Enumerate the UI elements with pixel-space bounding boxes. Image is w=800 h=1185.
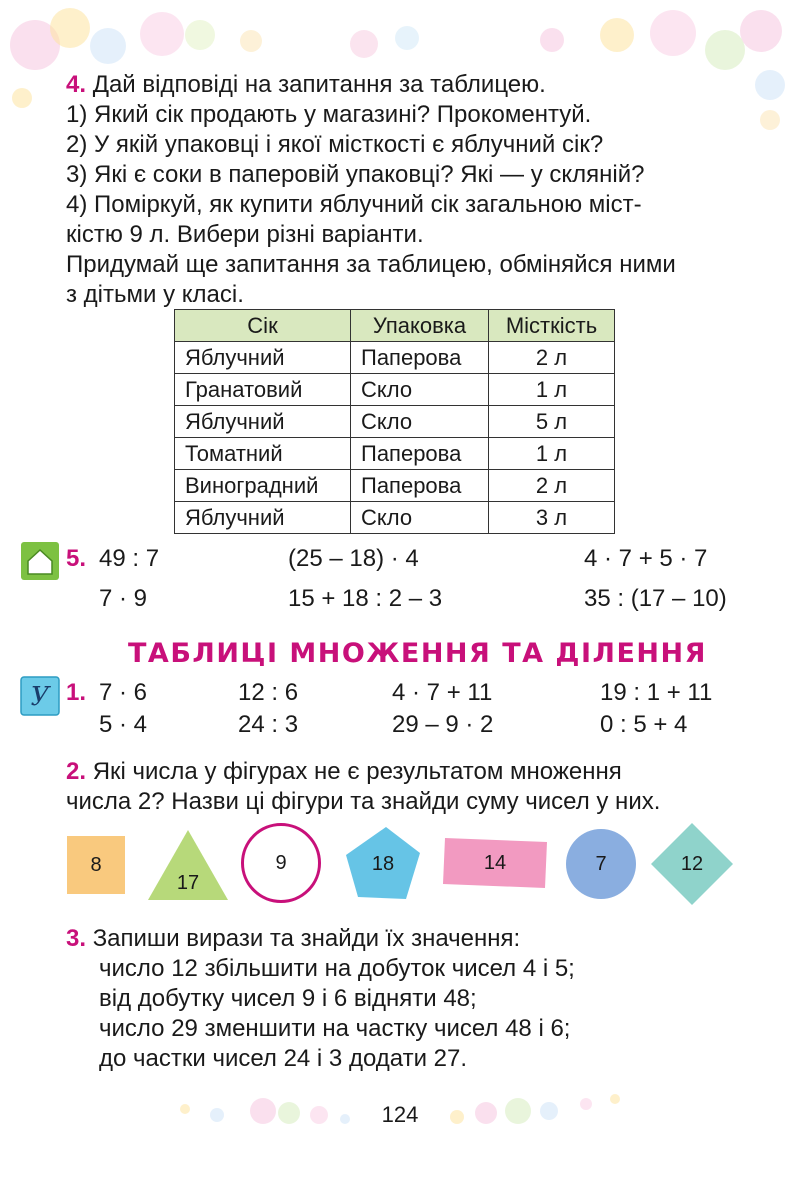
section-title: ТАБЛИЦІ МНОЖЕННЯ ТА ДІЛЕННЯ <box>128 638 707 669</box>
task4-line: 1) Який сік продають у магазині? Прокоментуй. <box>66 101 592 128</box>
table-cell: 1 л <box>489 438 615 470</box>
table-cell: Паперова <box>351 470 489 502</box>
expression: 29 – 9 · 2 <box>392 711 494 738</box>
rhombus-shape <box>651 823 733 905</box>
rectangle-shape <box>443 838 547 888</box>
expression: 4 · 7 + 5 · 7 <box>584 545 708 572</box>
expression: 0 : 5 + 4 <box>600 711 688 738</box>
shapes-row <box>0 820 800 910</box>
ex3-line: число 12 збільшити на добуток чисел 4 і 5; <box>99 955 575 982</box>
task4-line: 4) Поміркуй, як купити яблучний сік загальною міст- <box>66 191 642 218</box>
task4-line: Придумай ще запитання за таблицею, обміняйся ними <box>66 251 676 278</box>
table-cell: Скло <box>351 502 489 534</box>
table-cell: Яблучний <box>175 502 351 534</box>
circle-outline-shape <box>241 823 321 903</box>
exercise2-text <box>66 757 660 817</box>
ex2-number: 2. <box>66 758 87 785</box>
shape-value: 17 <box>176 871 200 894</box>
task4-number: 4. <box>66 71 87 98</box>
ex1-number: 1. <box>66 679 87 706</box>
circle-shape <box>566 829 636 899</box>
shape-value: 9 <box>275 851 287 874</box>
table-header-row <box>175 310 615 342</box>
pentagon-shape <box>344 825 422 903</box>
svg-text:У: У <box>30 682 50 712</box>
expression: 5 · 4 <box>99 711 148 738</box>
table-cell: 3 л <box>489 502 615 534</box>
table-cell: Паперова <box>351 438 489 470</box>
expression: 19 : 1 + 11 <box>600 679 713 706</box>
task4-line: Дай відповіді на запитання за таблицею. <box>92 71 546 98</box>
table-cell: Яблучний <box>175 342 351 374</box>
expression: 35 : (17 – 10) <box>584 585 727 612</box>
table-row <box>175 342 615 374</box>
ex3-line: Запиши вирази та знайди їх значення: <box>92 925 521 952</box>
table-cell: 1 л <box>489 374 615 406</box>
shape-value: 7 <box>595 852 607 875</box>
notebook-icon <box>20 676 60 716</box>
table-header: Місткість <box>489 310 615 342</box>
page-number: 124 <box>381 1102 419 1127</box>
task4-text <box>66 70 676 310</box>
table-cell: 5 л <box>489 406 615 438</box>
ex3-line: від добутку чисел 9 і 6 відняти 48; <box>99 985 477 1012</box>
table-row <box>175 470 615 502</box>
shape-value: 8 <box>90 853 102 876</box>
table-row <box>175 374 615 406</box>
square-shape <box>67 836 125 894</box>
expression: 24 : 3 <box>238 711 299 738</box>
expression: 15 + 18 : 2 – 3 <box>288 585 443 612</box>
house-icon <box>20 541 60 581</box>
task4-line: кістю 9 л. Вибери різні варіанти. <box>66 221 424 248</box>
ex2-line: Які числа у фігурах не є результатом множення <box>92 758 622 785</box>
triangle-shape <box>148 830 228 900</box>
table-cell: Томатний <box>175 438 351 470</box>
juice-table <box>174 309 615 534</box>
task4-line: 2) У якій упаковці і якої місткості є яблучний сік? <box>66 131 604 158</box>
shape-value: 18 <box>371 852 395 875</box>
expression: 7 · 6 <box>99 679 148 706</box>
exercise3-text <box>66 924 575 1074</box>
table-row <box>175 406 615 438</box>
task4-line: 3) Які є соки в паперовій упаковці? Які — у скляній? <box>66 161 645 188</box>
table-cell: Скло <box>351 406 489 438</box>
ex3-line: число 29 зменшити на частку чисел 48 і 6; <box>99 1015 571 1042</box>
table-cell: Паперова <box>351 342 489 374</box>
shape-value: 12 <box>680 852 704 875</box>
ex3-number: 3. <box>66 925 87 952</box>
expression: 12 : 6 <box>238 679 299 706</box>
expression: 7 · 9 <box>99 585 148 612</box>
table-cell: 2 л <box>489 342 615 374</box>
table-cell: Виноградний <box>175 470 351 502</box>
table-row <box>175 438 615 470</box>
table-cell: 2 л <box>489 470 615 502</box>
expression: 49 : 7 <box>99 545 160 572</box>
table-header: Упаковка <box>351 310 489 342</box>
expression: (25 – 18) · 4 <box>288 545 419 572</box>
table-cell: Яблучний <box>175 406 351 438</box>
shape-value: 14 <box>483 851 507 874</box>
task5-number: 5. <box>66 545 87 572</box>
expression: 4 · 7 + 11 <box>392 679 493 706</box>
table-header: Сік <box>175 310 351 342</box>
task4-line: з дітьми у класі. <box>66 281 244 308</box>
table-cell: Скло <box>351 374 489 406</box>
ex3-line: до частки чисел 24 і 3 додати 27. <box>99 1045 468 1072</box>
table-row <box>175 502 615 534</box>
ex2-line: числа 2? Назви ці фігури та знайди суму чисел у них. <box>66 788 661 815</box>
table-cell: Гранатовий <box>175 374 351 406</box>
